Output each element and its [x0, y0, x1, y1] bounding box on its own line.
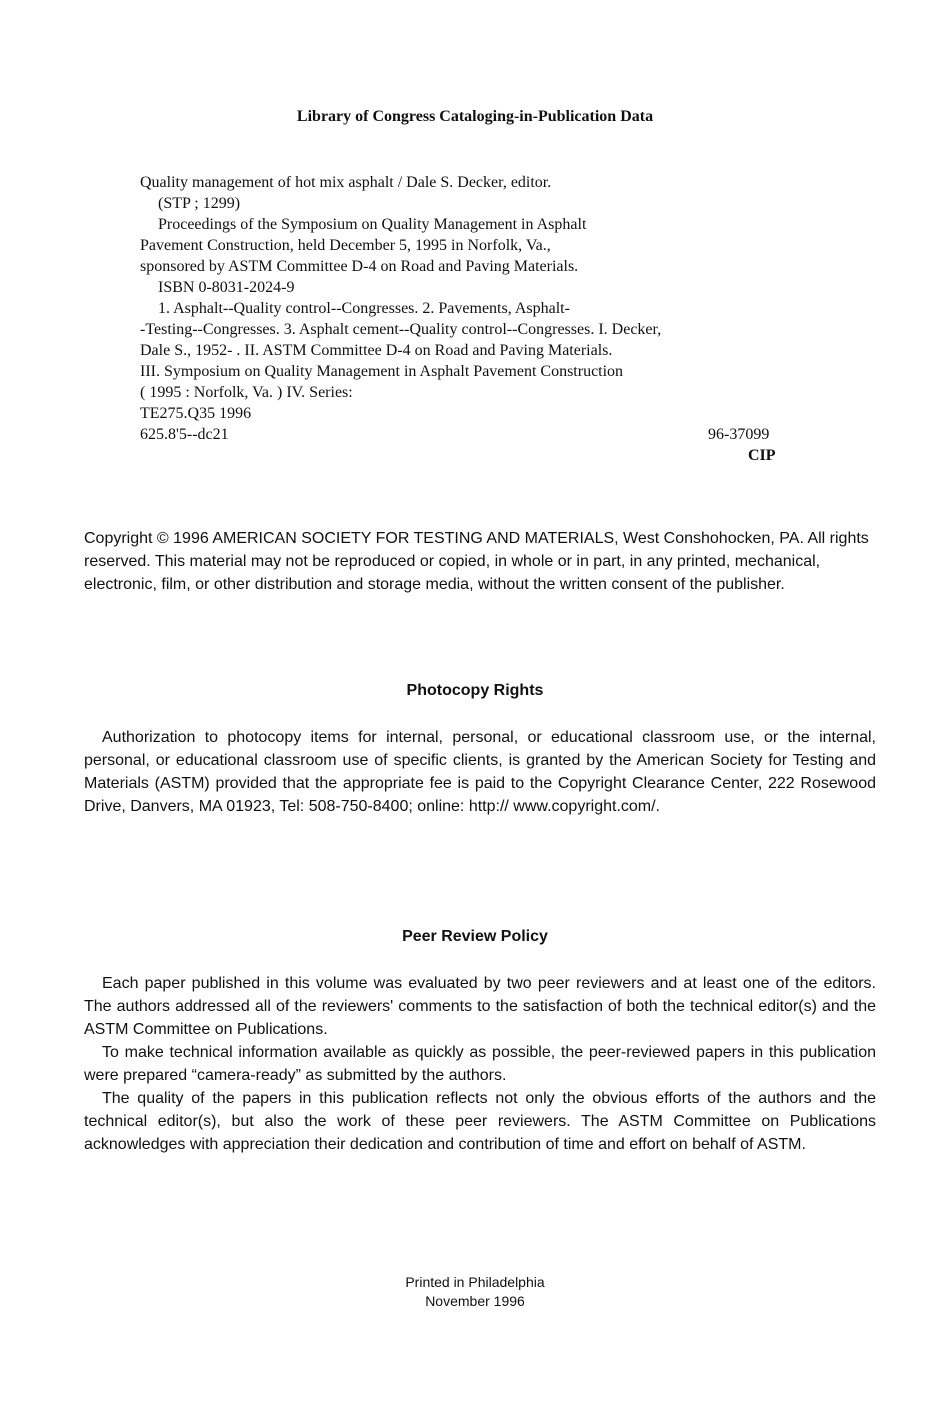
cip-line: Dale S., 1952- . II. ASTM Committee D-4 on Road and Paving Materials. — [140, 342, 613, 359]
printed-info — [0, 1273, 950, 1311]
printed-date: November 1996 — [425, 1293, 525, 1309]
cip-classification: 625.8'5--dc21 — [140, 426, 229, 443]
cip-line: Quality management of hot mix asphalt / Dale S. Decker, editor. — [140, 174, 552, 191]
cip-line: III. Symposium on Quality Management in Asphalt Pavement Construction — [140, 363, 624, 380]
photocopy-section — [84, 726, 876, 818]
cip-line: -Testing--Congresses. 3. Asphalt cement--Quality control--Congresses. I. Decker, — [140, 321, 662, 338]
cip-title: Library of Congress Cataloging-in-Publication Data — [296, 108, 654, 125]
cip-line: Pavement Construction, held December 5, 1995 in Norfolk, Va., — [140, 237, 551, 254]
cip-classification-row — [140, 424, 800, 464]
cip-line: Proceedings of the Symposium on Quality Management in Asphalt — [158, 216, 587, 233]
cip-record — [140, 172, 800, 464]
printed-place: Printed in Philadelphia — [405, 1274, 545, 1290]
cip-mark: CIP — [748, 447, 776, 464]
peer-review-heading: Peer Review Policy — [402, 928, 548, 945]
photocopy-paragraph: Authorization to photocopy items for internal, personal, or educational classroom use, or the internal, personal, or educational classroom use of specific clients, is granted by the American Society for Testing and Materials (ASTM) provided that the appropriate fee is paid to the Copyright Clearance Center, 222 Rosewood Drive, Danvers, MA 01923, Tel: 508-750-8400; online: http:// www.copyright.com/. — [84, 729, 876, 815]
cip-line: (STP ; 1299) — [158, 195, 241, 212]
cip-line: 1. Asphalt--Quality control--Congresses. 2. Pavements, Asphalt- — [158, 300, 570, 317]
cip-line: ( 1995 : Norfolk, Va. ) IV. Series: — [140, 384, 353, 401]
cip-lccn: 96-37099 — [708, 426, 770, 443]
cip-line: sponsored by ASTM Committee D-4 on Road and Paving Materials. — [140, 258, 579, 275]
peer-review-paragraph: The quality of the papers in this publication reflects not only the obvious efforts of the authors and the technical editor(s), but also the work of these peer reviewers. The ASTM Committee on Publications acknowledges with appreciation their dedication and contribution of time and effort on behalf of ASTM. — [84, 1090, 876, 1153]
cip-line: ISBN 0-8031-2024-9 — [158, 279, 295, 296]
photocopy-heading: Photocopy Rights — [406, 682, 544, 699]
peer-review-section — [84, 972, 876, 1156]
copyright-text: Copyright © 1996 AMERICAN SOCIETY FOR TESTING AND MATERIALS, West Conshohocken, PA. All rights reserved. This material may not be reproduced or copied, in whole or in part, in any printed, mechanical, electronic, film, or other distribution and storage media, without the written consent of the publisher. — [84, 530, 869, 593]
peer-review-paragraph: To make technical information available as quickly as possible, the peer-reviewed papers in this publication were prepared “camera-ready” as submitted by the authors. — [84, 1044, 876, 1084]
cip-line: TE275.Q35 1996 — [140, 405, 252, 422]
peer-review-paragraph: Each paper published in this volume was evaluated by two peer reviewers and at least one of the editors. The authors addressed all of the reviewers' comments to the satisfaction of both the technical editor(s) and the ASTM Committee on Publications. — [84, 975, 876, 1038]
copyright-notice — [84, 527, 874, 596]
